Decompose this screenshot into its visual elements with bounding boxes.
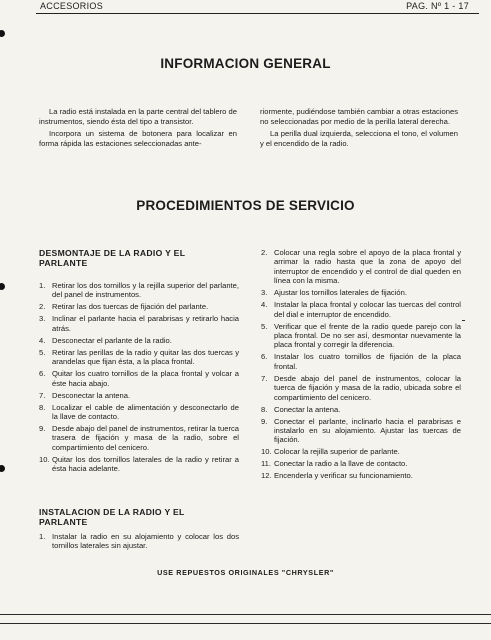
procedure-step: [39, 336, 239, 345]
procedure-step: [39, 532, 239, 551]
step-text: Verificar que el frente de la radio quede parejo con la placa frontal. De no ser así, desmontar nuevamente la placa frontal y corregir la diferencia.: [274, 321, 461, 350]
install-steps-right: [261, 248, 461, 483]
step-text: Desconectar el parlante de la radio.: [52, 335, 172, 345]
step-text: Retirar las dos tuercas de fijación del parlante.: [52, 302, 209, 312]
procedure-step: [261, 288, 461, 297]
step-text: Quitar los cuatro tornillos de la placa frontal y volcar a éste hacia abajo.: [52, 369, 239, 388]
header-rule: [36, 13, 479, 14]
header-page-number: PAG. Nº 1 - 17: [406, 1, 469, 11]
info-left-column: [39, 107, 237, 151]
binder-hole-bottom: [0, 465, 5, 472]
info-paragraph: Incorpora un sistema de botonera para localizar en forma rápida las estaciones seleccionadas ante-: [39, 129, 237, 148]
step-text: Retirar los dos tornillos y la rejilla superior del parlante, del panel de instrumentos.: [52, 281, 239, 300]
procedure-step: [261, 447, 461, 456]
step-text: Colocar una regla sobre el apoyo de la placa frontal y arrimar la radio hasta que la zona de apoyo del interruptor de encendido y el control de dial queden en línea con la misma.: [274, 248, 461, 286]
procedure-step: [39, 369, 239, 388]
procedure-step: [261, 374, 461, 402]
info-paragraph: riormente, pudiéndose también cambiar a otras estaciones no seleccionadas por medio de la perilla lateral derecha.: [260, 107, 458, 126]
step-number: 1.: [39, 281, 46, 290]
procedure-step: [261, 417, 461, 445]
step-number: 5.: [39, 347, 46, 357]
step-number: 5.: [261, 321, 268, 331]
install-steps-left: [39, 532, 239, 553]
procedure-step: [261, 352, 461, 371]
step-text: Inclinar el parlante hacia el parabrisas y retirarlo hacia atrás.: [52, 314, 239, 333]
procedure-step: [39, 391, 239, 400]
procedure-step: [39, 403, 239, 422]
step-number: 4.: [261, 300, 268, 310]
step-text: Ajustar los tornillos laterales de fijación.: [274, 288, 407, 298]
step-number: 7.: [39, 390, 46, 400]
info-paragraph: La radio está instalada en la parte central del tablero de instrumentos, siendo ésta del tipo a transistor.: [39, 107, 237, 126]
step-text: Conectar el parlante, inclinarlo hacia el parabrisas e instalarlo en su alojamiento. Ajustar las tuercas de fijación.: [274, 416, 461, 445]
step-number: 12.: [261, 471, 272, 481]
bottom-rule: [0, 623, 491, 624]
step-number: 1.: [39, 532, 46, 541]
removal-heading: DESMONTAJE DE LA RADIO Y EL PARLANTE: [39, 248, 186, 268]
step-number: 8.: [39, 402, 46, 412]
footer-note: USE REPUESTOS ORIGINALES "CHRYSLER": [157, 568, 334, 577]
install-heading: INSTALACION DE LA RADIO Y EL PARLANTE: [39, 507, 185, 527]
info-title: INFORMACION GENERAL: [160, 56, 331, 71]
step-text: Instalar la placa frontal y colocar las tuercas del control del dial e interruptor de encendido.: [274, 300, 461, 319]
step-number: 11.: [261, 459, 271, 469]
step-number: 4.: [39, 335, 46, 345]
step-number: 8.: [261, 404, 268, 414]
procedure-step: [39, 348, 239, 367]
info-right-column: [260, 107, 458, 151]
step-number: 9.: [39, 424, 46, 434]
info-paragraph: La perilla dual izquierda, selecciona el tono, el volumen y el encendido de la radio.: [260, 129, 458, 148]
step-number: 6.: [39, 369, 46, 379]
step-text: Conectar la radio a la llave de contacto.: [274, 459, 408, 469]
step-number: 10.: [39, 454, 50, 464]
step-number: 2.: [261, 248, 268, 257]
step-text: Encenderla y verificar su funcionamiento.: [274, 471, 413, 481]
step-text: Desde abajo del panel de instrumentos, colocar la tuerca de fijación y masa de la radio, ubicada sobre el compartimiento del cenicero.: [274, 373, 461, 402]
procedure-step: [39, 281, 239, 300]
step-text: Retirar las perillas de la radio y quitar las dos tuercas y arandelas que fijan ésta, a la placa frontal.: [52, 347, 239, 367]
step-text: Instalar los cuatro tornillos de fijación de la placa frontal.: [274, 352, 461, 371]
step-number: 3.: [39, 314, 46, 324]
step-text: Desde abajo del panel de instrumentos, retirar la tuerca trasera de fijación y masa de la radio, sobre el compartimiento del cenicero.: [52, 424, 239, 452]
step-number: 10.: [261, 447, 272, 457]
procedure-step: [261, 459, 461, 468]
procedure-step: [39, 314, 239, 333]
step-text: Quitar los dos tornillos laterales de la radio y retirar a ésta hacia adelante.: [52, 454, 239, 474]
step-number: 6.: [261, 352, 268, 362]
header-section: ACCESORIOS: [40, 1, 104, 11]
step-number: 9.: [261, 416, 268, 426]
procedure-step: [261, 300, 461, 319]
procedure-step: [261, 248, 461, 286]
step-number: 2.: [39, 302, 46, 312]
procedure-step: [261, 322, 461, 350]
procedure-step: [39, 455, 239, 474]
removal-steps: [39, 281, 239, 476]
binder-hole-top: [0, 30, 5, 37]
step-text: Instalar la radio en su alojamiento y colocar los dos tornillos laterales sin ajustar.: [52, 532, 239, 551]
step-number: 7.: [261, 373, 268, 383]
bottom-rule: [0, 614, 491, 615]
step-text: Localizar el cable de alimentación y desconectarlo de la llave de contacto.: [52, 402, 239, 422]
step-text: Colocar la rejilla superior de parlante.: [274, 447, 400, 457]
procedure-step: [39, 424, 239, 452]
procedure-step: [39, 302, 239, 311]
step-number: 3.: [261, 288, 268, 298]
service-title: PROCEDIMIENTOS DE SERVICIO: [136, 198, 355, 213]
procedure-step: [261, 405, 461, 414]
step-text: Conectar la antena.: [274, 404, 341, 414]
binder-hole-middle: [0, 283, 5, 290]
margin-mark: [462, 320, 465, 321]
step-text: Desconectar la antena.: [52, 390, 131, 400]
procedure-step: [261, 471, 461, 480]
